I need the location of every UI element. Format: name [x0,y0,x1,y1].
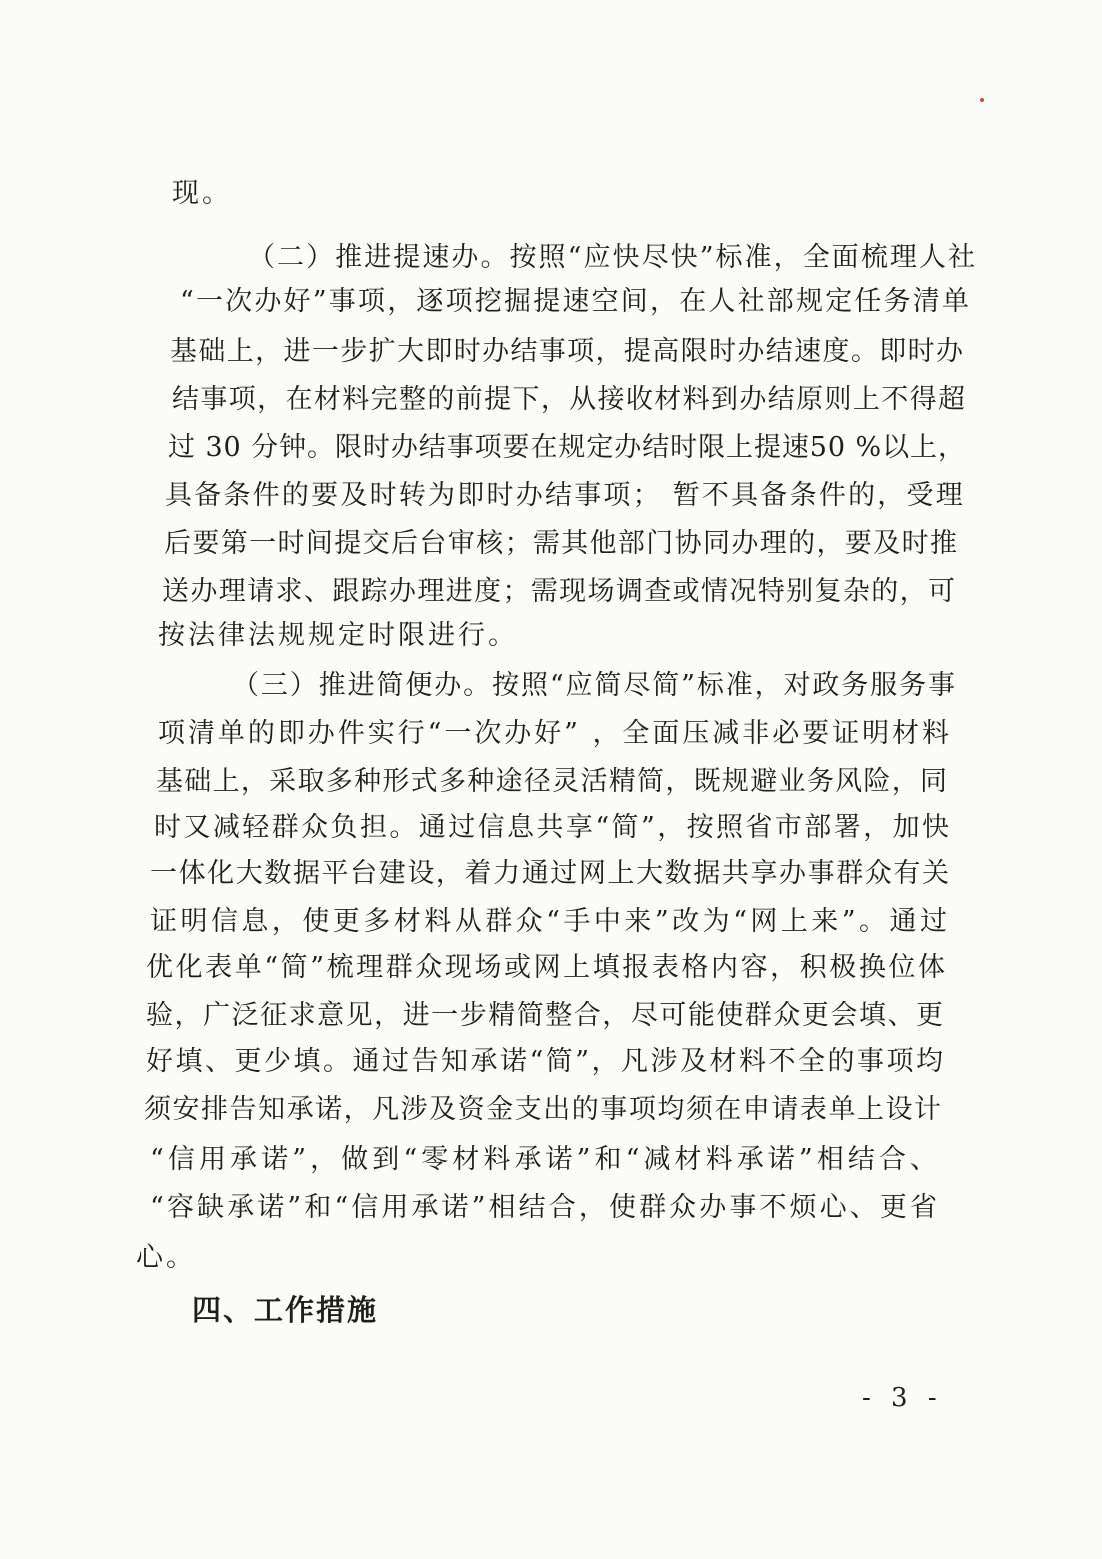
body-line [0,614,1102,658]
body-line-text: 须安排告知承诺，凡涉及资金支出的事项均须在申请表单上设计 [144,1094,943,1125]
body-line [0,994,1102,1038]
body-line-text: 按法律法规规定时限进行。 [158,620,518,651]
body-line [0,474,1102,518]
body-line-text: 基础上，进一步扩大即时办结事项，提高限时办结速度。即时办 [170,336,965,367]
page-number: - 3 - [862,1383,943,1413]
ink-speck [980,98,984,102]
body-line-text: （二）推进提速办。按照“应快尽快”标准，全面梳理人社 [248,242,978,273]
body-line-text: 一体化大数据平台建设，着力通过网上大数据共享办事群众有关 [150,858,951,889]
body-line [0,900,1102,944]
body-line-text: 现。 [172,178,232,209]
body-line [0,806,1102,850]
body-line-text: “容缺承诺”和“信用承诺”相结合，使群众办事不烦心、更省 [150,1192,941,1223]
body-line [0,172,1102,216]
body-line-text: （三）推进简便办。按照“应简尽简”标准，对政务服务事 [232,670,957,701]
body-line [0,236,1102,280]
body-line [0,1236,1102,1280]
body-line [0,330,1102,374]
body-line [0,280,1102,324]
body-line-text: “一次办好”事项，逐项挖掘提速空间，在人社部规定任务清单 [180,286,972,317]
body-line-text: 基础上，采取多种形式多种途径灵活精简，既规避业务风险，同 [156,766,949,797]
body-line [0,712,1102,756]
body-line-text: 后要第一时间提交后台审核；需其他部门协同办理的，要及时推 [164,528,959,559]
body-line [0,1138,1102,1182]
body-line [0,946,1102,990]
body-line-text: 结事项，在材料完整的前提下，从接收材料到办结原则上不得超 [172,384,967,415]
body-line [0,570,1102,614]
body-line [0,426,1102,470]
body-line-text: 具备条件的要及时转为即时办结事项； 暂不具备条件的，受理 [165,480,965,511]
body-line [0,378,1102,422]
body-line-text: 验，广泛征求意见，进一步精简整合，尽可能使群众更会填、更 [146,1000,945,1031]
body-line [0,1088,1102,1132]
body-line-text: 证明信息，使更多材料从群众“手中来”改为“网上来”。通过 [150,906,951,937]
body-line-text: 心。 [136,1242,196,1273]
body-line [0,522,1102,566]
body-line [0,852,1102,896]
body-line-text: 好填、更少填。通过告知承诺“简”，凡涉及材料不全的事项均 [146,1046,946,1077]
body-line-text: 优化表单“简”梳理群众现场或网上填报表格内容，积极换位体 [146,952,948,983]
body-line-text: 送办理请求、跟踪办理进度；需现场调查或情况特别复杂的，可 [162,576,957,607]
body-line-text: 过 30 分钟。限时办结事项要在规定办结时限上提速50 %以上， [168,432,966,463]
body-line [0,1186,1102,1230]
body-line [0,760,1102,804]
body-line-text: 时又减轻群众负担。通过信息共享“简”，按照省市部署，加快 [154,812,952,843]
body-line-text: “信用承诺”，做到“零材料承诺”和“减材料承诺”相结合、 [150,1144,942,1175]
section-heading: 四、工作措施 [192,1293,379,1327]
body-line-text: 项清单的即办件实行“一次办好” ，全面压减非必要证明材料 [158,718,952,749]
body-line [0,664,1102,708]
body-line [0,1040,1102,1084]
